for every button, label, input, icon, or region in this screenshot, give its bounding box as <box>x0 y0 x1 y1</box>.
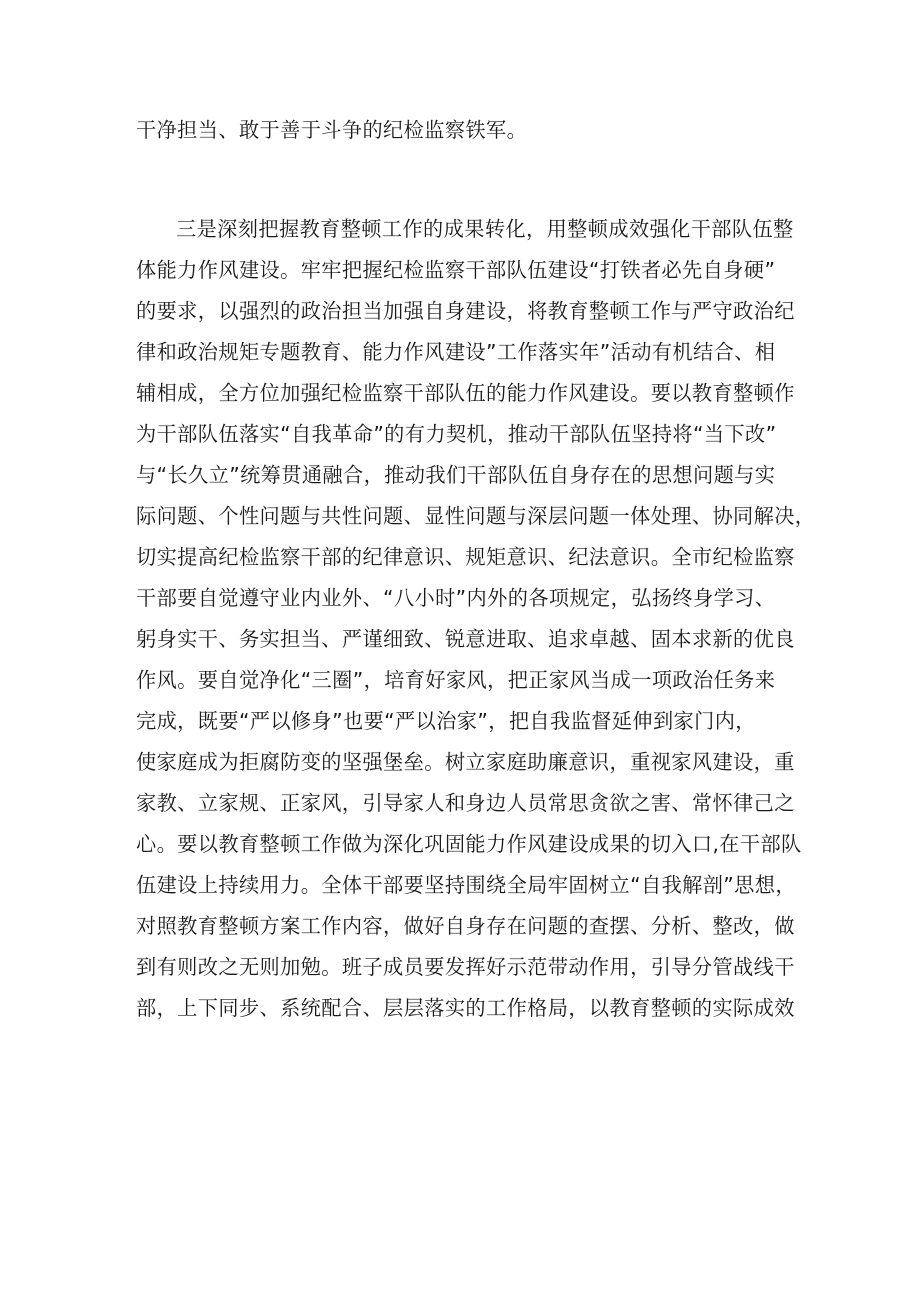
paragraph-line: 体能力作风建设。牢牢把握纪检监察干部队伍建设“打铁者必先自身硬” <box>136 258 776 282</box>
paragraph-line: 辅相成，全方位加强纪检监察干部队伍的能力作风建设。要以教育整顿作 <box>136 381 795 405</box>
paragraph-line: 为干部队伍落实“自我革命”的有力契机，推动干部队伍坚持将“当下改” <box>136 422 777 446</box>
paragraph-line: 到有则改之无则加勉。班子成员要发挥好示范带动作用，引导分管战线干 <box>136 955 795 979</box>
paragraph-line: 际问题、个性问题与共性问题、显性问题与深层问题一体处理、协同解决， <box>136 504 816 528</box>
paragraph-line: 完成，既要“严以修身”也要“严以治家”，把自我监督延伸到家门内， <box>136 709 756 733</box>
paragraph-line: 部，上下同步、系统配合、层层落实的工作格局，以教育整顿的实际成效 <box>136 996 795 1020</box>
paragraph-line: 的要求，以强烈的政治担当加强自身建设，将教育整顿工作与严守政治纪 <box>136 299 795 323</box>
paragraph-line: 家教、立家规、正家风，引导家人和身边人员常思贪欲之害、常怀律己之 <box>136 791 795 815</box>
opening-line: 干净担当、敢于善于斗争的纪检监察铁军。 <box>136 118 528 142</box>
paragraph-line: 伍建设上持续用力。全体干部要坚持围绕全局牢固树立“自我解剖”思想， <box>136 873 796 897</box>
paragraph-line: 切实提高纪检监察干部的纪律意识、规矩意识、纪法意识。全市纪检监察 <box>136 545 795 569</box>
paragraph-line: 与“长久立”统筹贯通融合，推动我们干部队伍自身存在的思想问题与实 <box>136 463 776 487</box>
paragraph-line: 对照教育整顿方案工作内容，做好自身存在问题的查摆、分析、整改，做 <box>136 914 795 938</box>
paragraph-line: 律和政治规矩专题教育、能力作风建设”工作落实年”活动有机结合、相 <box>136 340 776 364</box>
paragraph-line: 三是深刻把握教育整顿工作的成果转化，用整顿成效强化干部队伍整 <box>176 217 794 241</box>
paragraph-line: 干部要自觉遵守业内业外、“八小时”内外的各项规定，弘扬终身学习、 <box>136 586 776 610</box>
paragraph-line: 躬身实干、务实担当、严谨细致、锐意进取、追求卓越、固本求新的优良 <box>136 627 795 651</box>
paragraph-line: 心。要以教育整顿工作做为深化巩固能力作风建设成果的切入口,在干部队 <box>136 832 802 856</box>
paragraph-line: 作风。要自觉净化“三圈”，培育好家风，把正家风当成一项政治任务来 <box>136 668 776 692</box>
paragraph-line: 使家庭成为拒腐防变的坚强堡垒。树立家庭助廉意识，重视家风建设，重 <box>136 750 795 774</box>
